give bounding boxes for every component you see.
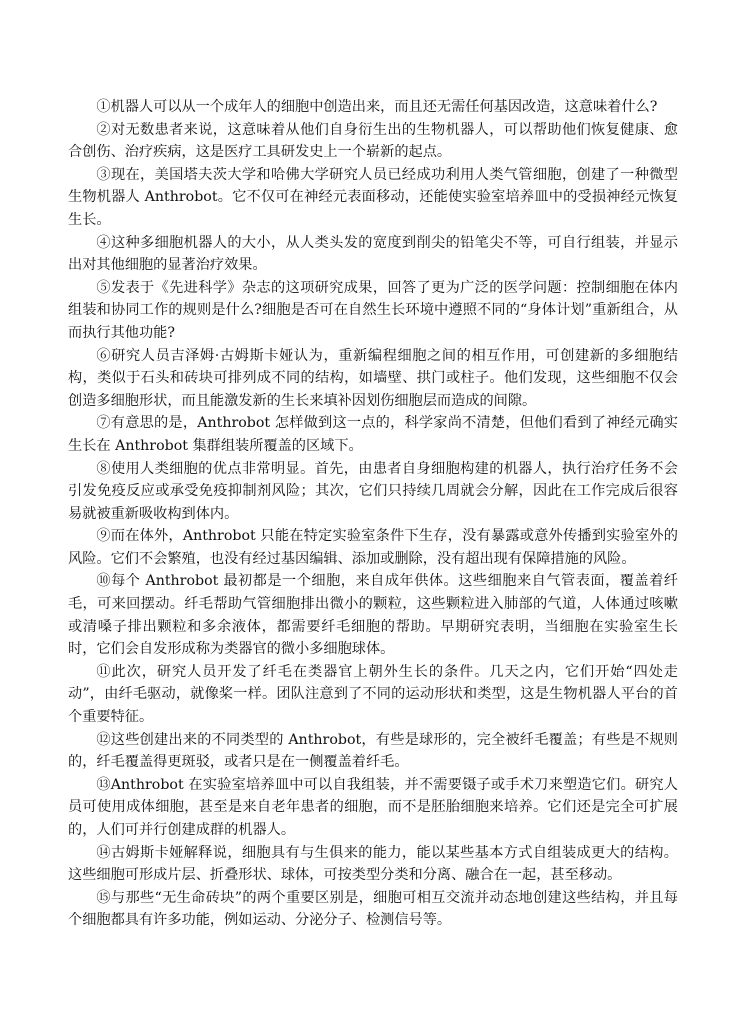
paragraph-6: ⑥研究人员吉泽姆·古姆斯卡娅认为，重新编程细胞之间的相互作用，可创建新的多细胞结构，类似于石头和砖块可排列成不同的结构，如墙壁、拱门或柱子。他们发现，这些细胞不仅会创造多细胞形状，而且能激发新的生长来填补因划伤细胞层而造成的间隙。 xyxy=(68,347,678,409)
paragraph-11: ⑪此次，研究人员开发了纤毛在类器官上朝外生长的条件。几天之内，它们开始“四处走动”，由纤毛驱动，就像桨一样。团队注意到了不同的运动形状和类型，这是生物机器人平台的首个重要特征。 xyxy=(68,663,678,726)
paragraph-2: ②对无数患者来说，这意味着从他们自身衍生出的生物机器人，可以帮助他们恢复健康、愈合创伤、治疗疾病，这是医疗工具研发史上一个崭新的起点。 xyxy=(68,121,678,161)
paragraph-12: ⑫这些创建出来的不同类型的 Anthrobot，有些是球形的，完全被纤毛覆盖；有些是不规则的，纤毛覆盖得更斑驳，或者只是在一侧覆盖着纤毛。 xyxy=(68,731,678,771)
paragraph-8: ⑧使用人类细胞的优点非常明显。首先，由患者自身细胞构建的机器人，执行治疗任务不会引发免疫反应或承受免疫抑制剂风险；其次，它们只持续几周就会分解，因此在工作完成后很容易就被重新吸收构到体内。 xyxy=(68,460,678,522)
paragraph-10: ⑩每个 Anthrobot 最初都是一个细胞，来自成年供体。这些细胞来自气管表面，覆盖着纤毛，可来回摆动。纤毛帮助气管细胞排出微小的颗粒，这些颗粒进入肺部的气道，人体通过咳嗽或清嗓子排出颗粒和多余液体，都需要纤毛细胞的帮助。早期研究表明，当细胞在实验室生长时，它们会自发形成称为类器官的微小多细胞球体。 xyxy=(68,573,678,658)
paragraph-13: ⑬Anthrobot 在实验室培养皿中可以自我组装，并不需要镊子或手术刀来塑造它们。研究人员可使用成体细胞，甚至是来自老年患者的细胞，而不是胚胎细胞来培养。它们还是完全可扩展的，人们可并行创建成群的机器人。 xyxy=(68,776,678,838)
paragraph-5: ⑤发表于《先进科学》杂志的这项研究成果，回答了更为广泛的医学问题：控制细胞在体内组装和协同工作的规则是什么?细胞是否可在自然生长环境中遵照不同的“身体计划”重新组合，从而执行其他功能? xyxy=(68,279,678,341)
paragraph-3: ③现在，美国塔夫茨大学和哈佛大学研究人员已经成功利用人类气管细胞，创建了一种微型生物机器人 Anthrobot。它不仅可在神经元表面移动，还能使实验室培养皿中的受损神经元恢复生长。 xyxy=(68,166,678,228)
paragraph-15: ⑮与那些“无生命砖块”的两个重要区别是，细胞可相互交流并动态地创建这些结构，并且每个细胞都具有许多功能，例如运动、分泌分子、检测信号等。 xyxy=(68,889,678,929)
paragraph-4: ④这种多细胞机器人的大小，从人类头发的宽度到削尖的铅笔尖不等，可自行组装，并显示出对其他细胞的显著治疗效果。 xyxy=(68,234,678,274)
article-body xyxy=(68,96,678,932)
paragraph-9: ⑨而在体外，Anthrobot 只能在特定实验室条件下生存，没有暴露或意外传播到实验室外的风险。它们不会繁殖，也没有经过基因编辑、添加或删除，没有超出现有保障措施的风险。 xyxy=(68,528,678,567)
paragraph-7: ⑦有意思的是，Anthrobot 怎样做到这一点的，科学家尚不清楚，但他们看到了神经元确实生长在 Anthrobot 集群组装所覆盖的区域下。 xyxy=(68,415,678,454)
paragraph-1: ①机器人可以从一个成年人的细胞中创造出来，而且还无需任何基因改造，这意味着什么? xyxy=(96,99,658,115)
paragraph-14: ⑭古姆斯卡娅解释说，细胞具有与生俱来的能力，能以某些基本方式自组装成更大的结构。这些细胞可形成片层、折叠形状、球体，可按类型分类和分离、融合在一起，甚至移动。 xyxy=(68,844,678,884)
